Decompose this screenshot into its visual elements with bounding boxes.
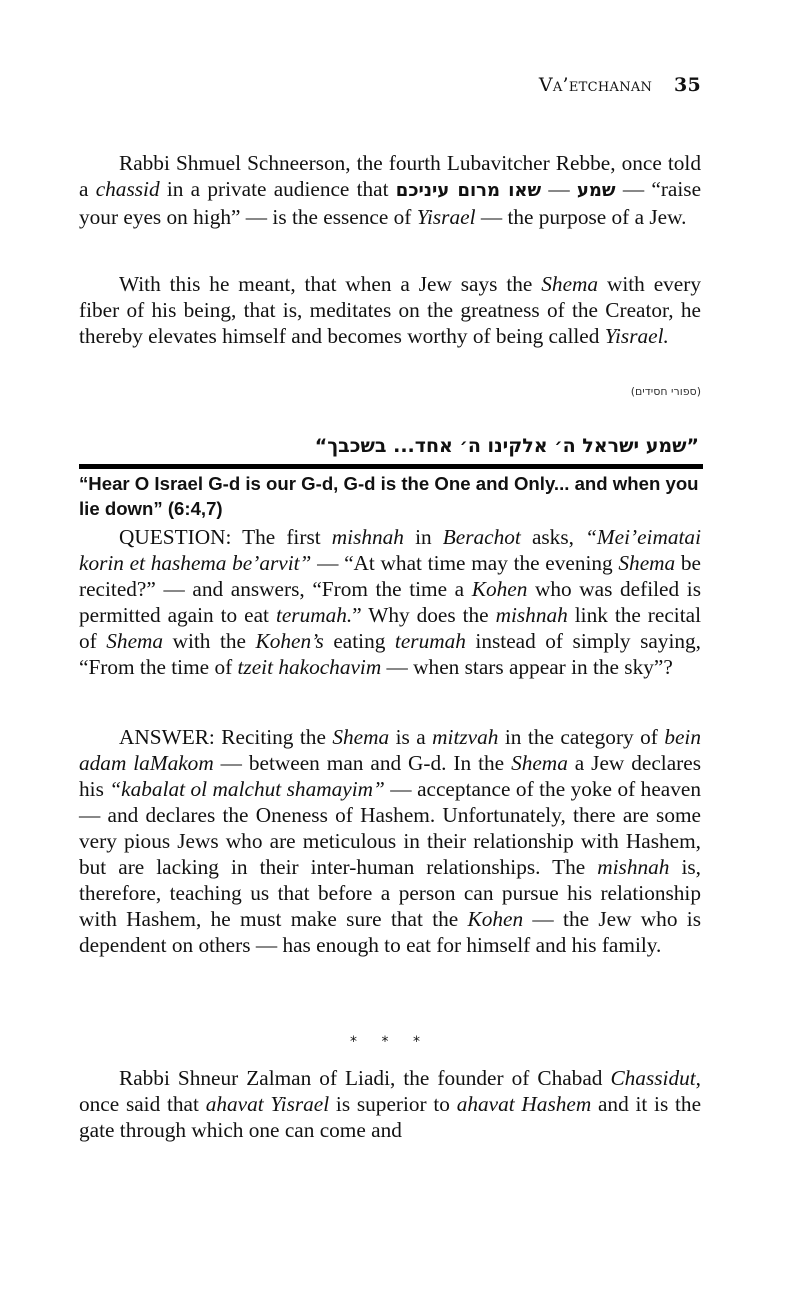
text-run: With this he meant, that when a Jew says the bbox=[119, 272, 542, 296]
hebrew-section-heading: ”שמע ישראל ה׳ אלקינו ה׳ אחד... בשכבך“ bbox=[314, 435, 699, 457]
paragraph-alter-rebbe bbox=[79, 1065, 701, 1143]
text-run: Rabbi Shmuel Schneerson, the fourth Lubavitcher Rebbe, once told a bbox=[79, 151, 701, 201]
page-number: 35 bbox=[673, 74, 701, 96]
text-run: is a bbox=[389, 725, 433, 749]
text-run: is superior to bbox=[329, 1092, 457, 1116]
text-run: be recited?” — and answers, “From the time a bbox=[79, 551, 701, 601]
text-run: ANSWER: Reciting the bbox=[119, 725, 333, 749]
italic-term: Yisrael. bbox=[604, 324, 669, 348]
italic-term: Shema bbox=[511, 751, 568, 775]
english-section-heading: “Hear O Israel G-d is our G-d, G-d is the One and Only... and when you lie down” (6:4,7) bbox=[79, 473, 699, 519]
italic-term: bein adam laMakom bbox=[79, 725, 701, 775]
italic-term: Kohen’s bbox=[255, 629, 324, 653]
text-run: instead of simply saying, “From the time of bbox=[79, 629, 701, 679]
paragraph-rebbe-story bbox=[79, 150, 701, 230]
text-run: eating bbox=[323, 629, 395, 653]
italic-term: Chassidut bbox=[610, 1066, 696, 1090]
italic-term: Berachot bbox=[442, 525, 521, 549]
italic-term: Shema bbox=[332, 725, 390, 749]
italic-term: Kohen bbox=[471, 577, 528, 601]
italic-term: mitzvah bbox=[432, 725, 499, 749]
italic-term: terumah. bbox=[275, 603, 353, 627]
text-run: in a private audience that bbox=[159, 177, 396, 201]
text-run: ” Why does the bbox=[352, 603, 496, 627]
text-run: is, therefore, teaching us that before a person can pursue his relationship with Hashem, he must make sure that the bbox=[79, 855, 701, 931]
text-run: Rabbi Shneur Zalman of Liadi, the founder of Chabad bbox=[119, 1066, 611, 1090]
text-run: in bbox=[403, 525, 443, 549]
text-run: with every fiber of his being, that is, meditates on the greatness of the Creator, he thereby elevates himself and becomes worthy of being called bbox=[79, 272, 701, 348]
question-paragraph bbox=[79, 524, 701, 680]
italic-term: mishnah bbox=[597, 855, 670, 879]
running-head bbox=[539, 74, 701, 96]
text-run: who was defiled is permitted again to eat bbox=[79, 577, 701, 627]
italic-term: ahavat Yisrael bbox=[205, 1092, 330, 1116]
text-run: — acceptance of the yoke of heaven — and declares the Oneness of Hashem. Unfortunately, there are some very pious Jews who are meticulous in their relationship with Hashem, but are lacking in their inter-human relationships. The bbox=[79, 777, 701, 879]
text-run: asks, bbox=[520, 525, 586, 549]
text-run: — between man and G-d. In the bbox=[213, 751, 512, 775]
italic-term: ahavat Hashem bbox=[456, 1092, 592, 1116]
text-run: — “raise your eyes on high” — is the essence of bbox=[79, 177, 702, 229]
text-run: and it is the gate through which one can come and bbox=[79, 1092, 702, 1142]
italic-term: Shema bbox=[541, 272, 599, 296]
hebrew-quote: שאו מרום עיניכם bbox=[395, 180, 542, 201]
text-run: — bbox=[541, 177, 577, 201]
italic-term: terumah bbox=[394, 629, 466, 653]
italic-term: “kabalat ol malchut shamayim” bbox=[109, 777, 385, 801]
heading-rule bbox=[79, 464, 703, 469]
text-run: a Jew declares his bbox=[79, 751, 701, 801]
italic-term: mishnah bbox=[331, 525, 404, 549]
text-run: link the recital of bbox=[79, 603, 701, 653]
source-citation: (ספורי חסידים) bbox=[630, 385, 701, 398]
text-run: QUESTION: The first bbox=[119, 525, 332, 549]
italic-term: “Mei’eimatai korin et hashema be’arvit” bbox=[79, 525, 701, 575]
text-run: , once said that bbox=[79, 1066, 701, 1116]
parsha-title: Va’etchanan bbox=[538, 74, 653, 96]
text-run: with the bbox=[163, 629, 256, 653]
section-separator: * * * bbox=[350, 1034, 430, 1050]
italic-term: Kohen bbox=[467, 907, 524, 931]
italic-term: chassid bbox=[95, 177, 160, 201]
italic-term: tzeit hakochavim bbox=[237, 655, 382, 679]
answer-paragraph bbox=[79, 724, 701, 958]
text-run: in the category of bbox=[498, 725, 665, 749]
italic-term: mishnah bbox=[495, 603, 568, 627]
paragraph-meaning bbox=[79, 271, 701, 349]
text-run: — when stars appear in the sky”? bbox=[381, 655, 673, 679]
italic-term: Yisrael bbox=[416, 205, 476, 229]
text-run: — “At what time may the evening bbox=[311, 551, 619, 575]
text-run: — the Jew who is dependent on others — has enough to eat for himself and his family. bbox=[79, 907, 701, 957]
text-run: — the purpose of a Jew. bbox=[475, 205, 687, 229]
italic-term: Shema bbox=[618, 551, 676, 575]
hebrew-term: שמע bbox=[576, 180, 616, 201]
italic-term: Shema bbox=[106, 629, 164, 653]
